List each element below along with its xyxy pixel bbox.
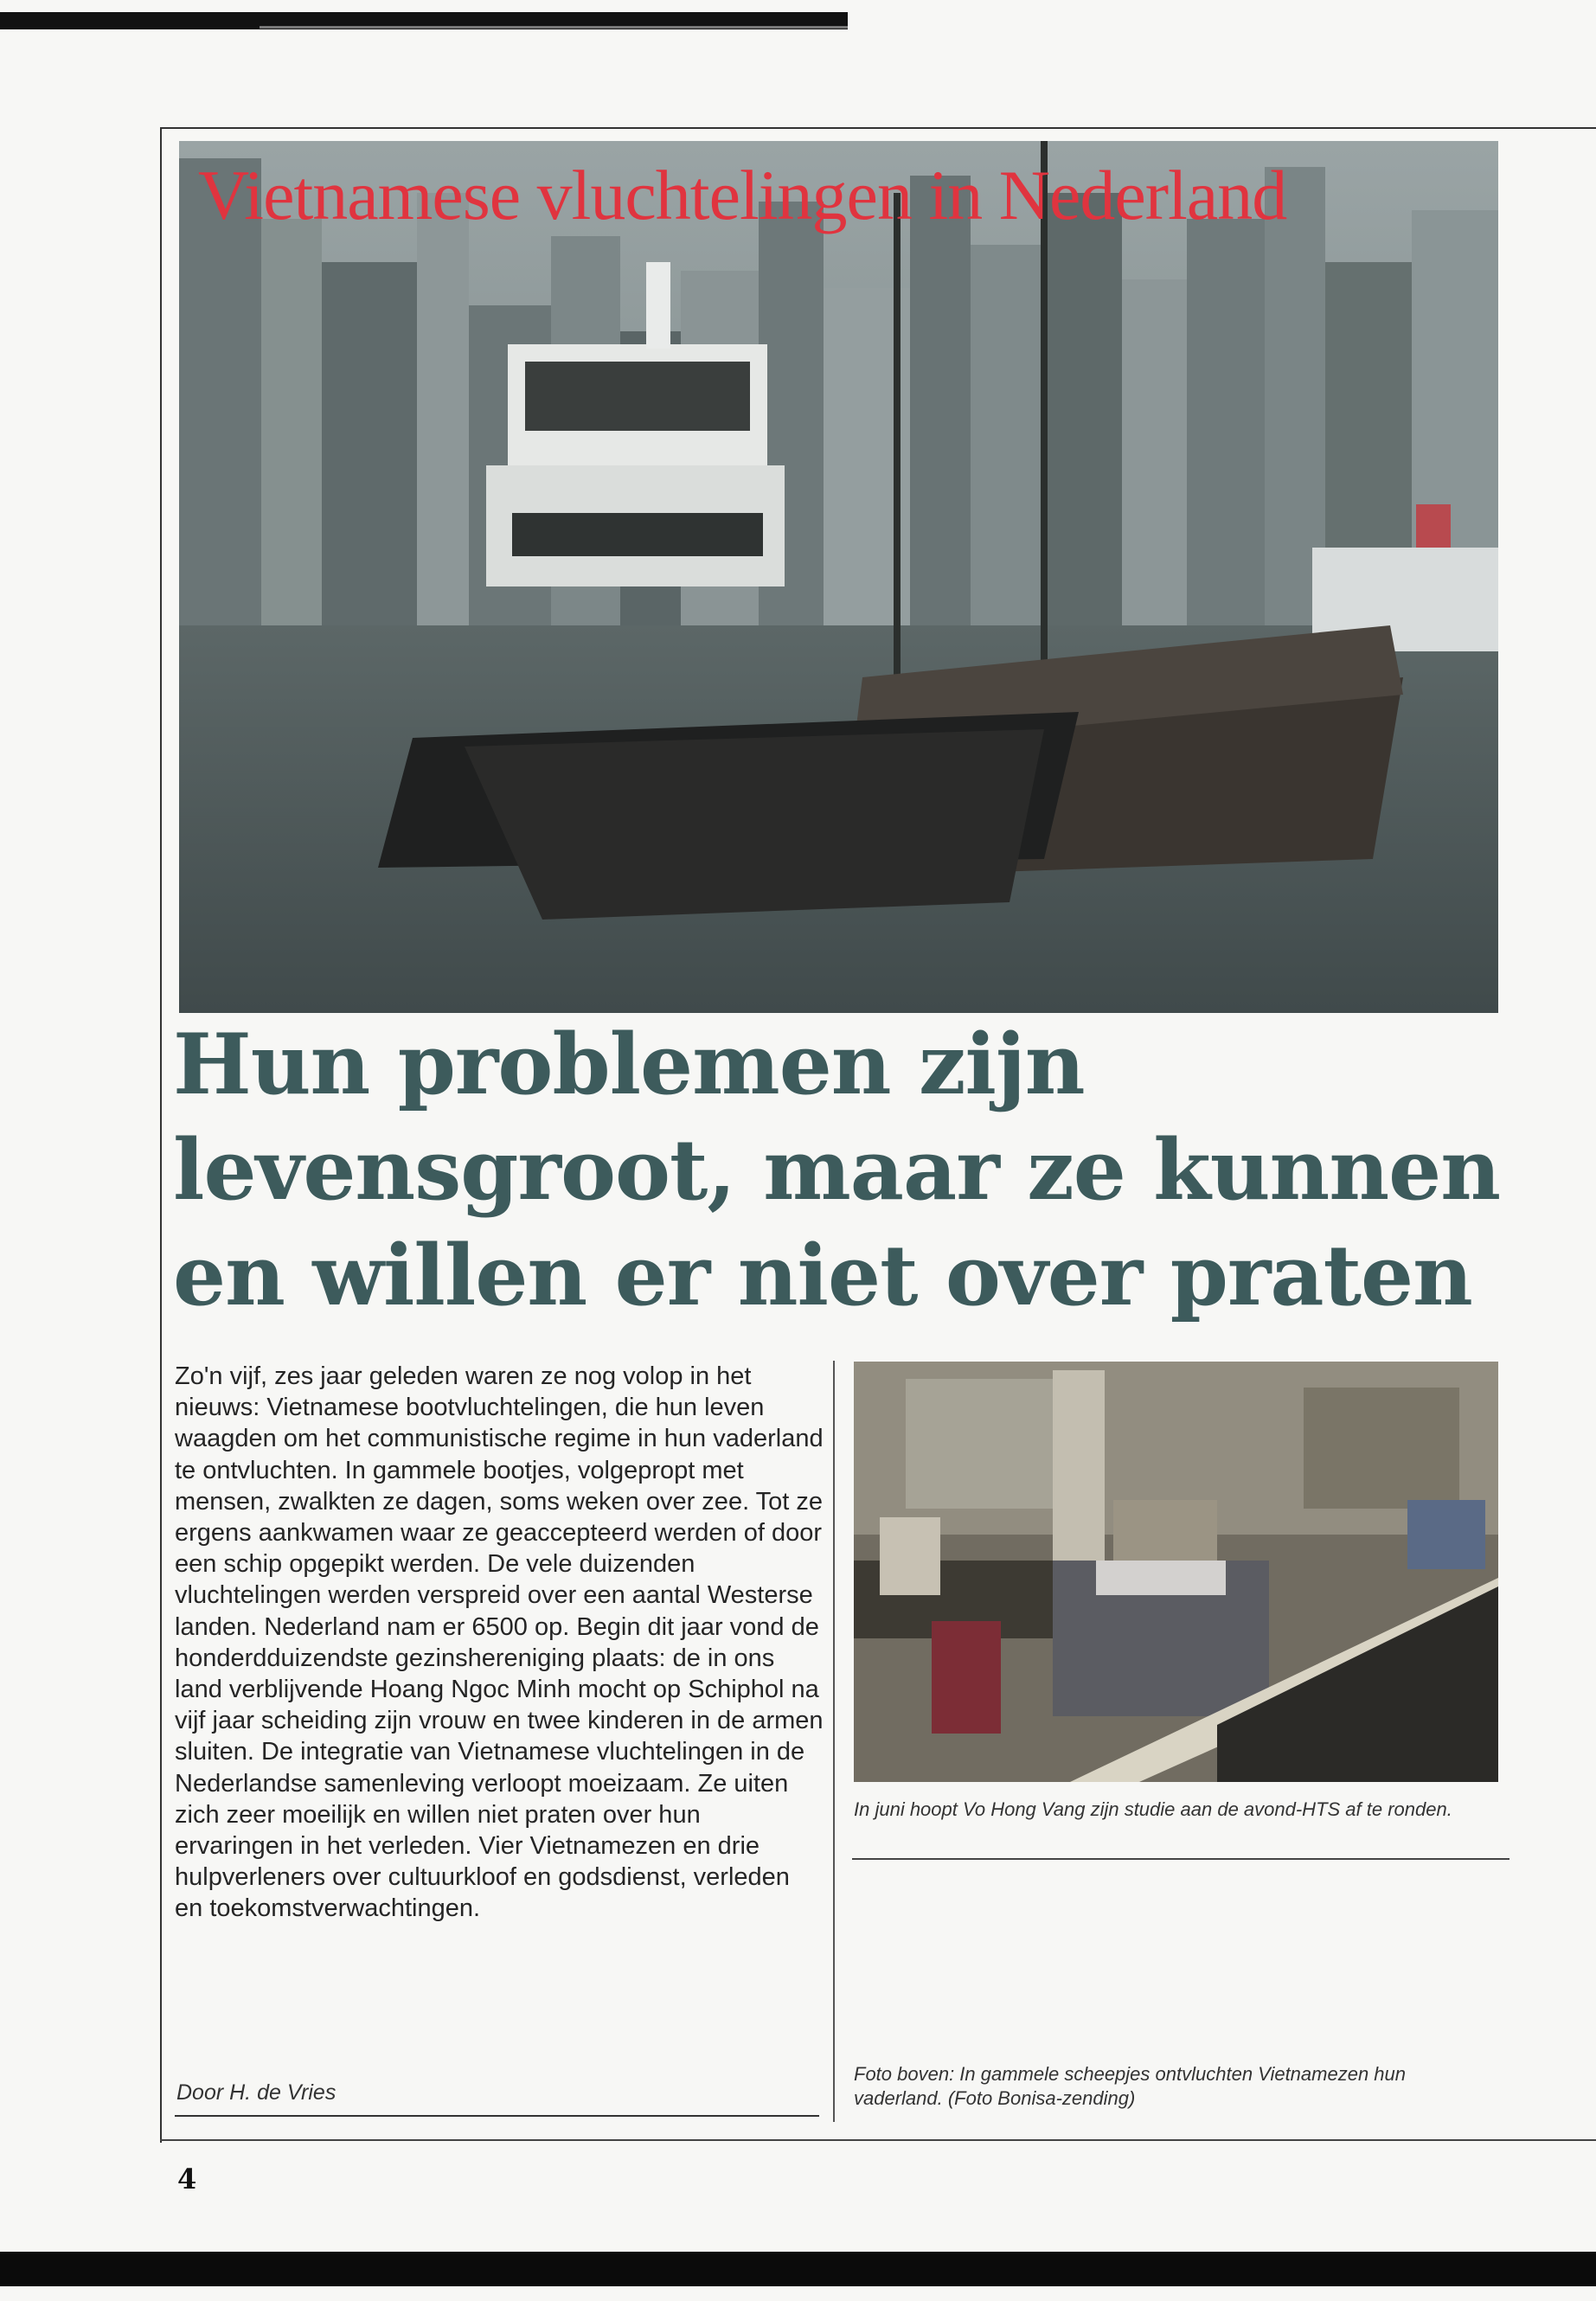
boat-refugees-photo (179, 141, 1498, 1013)
byline-rule (175, 2115, 819, 2117)
byline: Door H. de Vries (176, 2080, 337, 2105)
frame-top-rule (160, 127, 1596, 129)
office-photo (854, 1362, 1498, 1782)
top-photo-caption: Foto boven: In gammele scheepjes ontvluchten Vietnamezen hun vaderland. (Foto Bonisa-zending) (854, 2063, 1406, 2109)
frame-bottom-rule (160, 2139, 1596, 2141)
harbour-illustration (179, 141, 1498, 1013)
intro-paragraph: Zo'n vijf, zes jaar geleden waren ze nog volop in het nieuws: Vietnamese bootvluchtelingen, die hun leven waagden om het communistische regime in hun vaderland te ontvluchten. In gammele bootjes, volgepropt met mensen, zwalkten ze dagen, soms weken over zee. Tot ze ergens aankwamen waar ze geaccepteerd werden of door een schip opgepikt werden. De vele duizenden vluchtelingen werden verspreid over een aantal Westerse landen. Nederland nam er 6500 op. Begin dit jaar vond de honderdduizendste gezinshereniging plaats: de in ons land verblijvende Hoang Ngoc Minh mocht op Schiphol na vijf jaar scheiding zijn vrouw en twee kinderen in de armen sluiten. De integratie van Vietnamese vluchtelingen in de Nederlandse samenleving verloopt moeizaam. Ze uiten zich zeer moeilijk en willen niet praten over hun ervaringen in het verleden. Vier Vietnamezen en drie hulpverleners over cultuurkloof en godsdienst, verleden en toekomstverwachtingen. (175, 1362, 824, 1923)
top-edge-line (260, 26, 848, 29)
column-divider (833, 1361, 835, 2122)
headline: Hun problemen zijn levensgroot, maar ze kunnen en willen er niet over praten (173, 1016, 1500, 1324)
bottom-edge-bar (0, 2252, 1596, 2286)
kicker-title: Vietnamese vluchtelingen in Nederland (198, 156, 1287, 234)
frame-left-rule (160, 127, 162, 2143)
page-number: 4 (177, 2163, 197, 2195)
office-illustration (854, 1362, 1498, 1782)
office-photo-caption: In juni hoopt Vo Hong Vang zijn studie aan de avond-HTS af te ronden. (854, 1798, 1452, 1820)
caption-rule (852, 1858, 1509, 1860)
